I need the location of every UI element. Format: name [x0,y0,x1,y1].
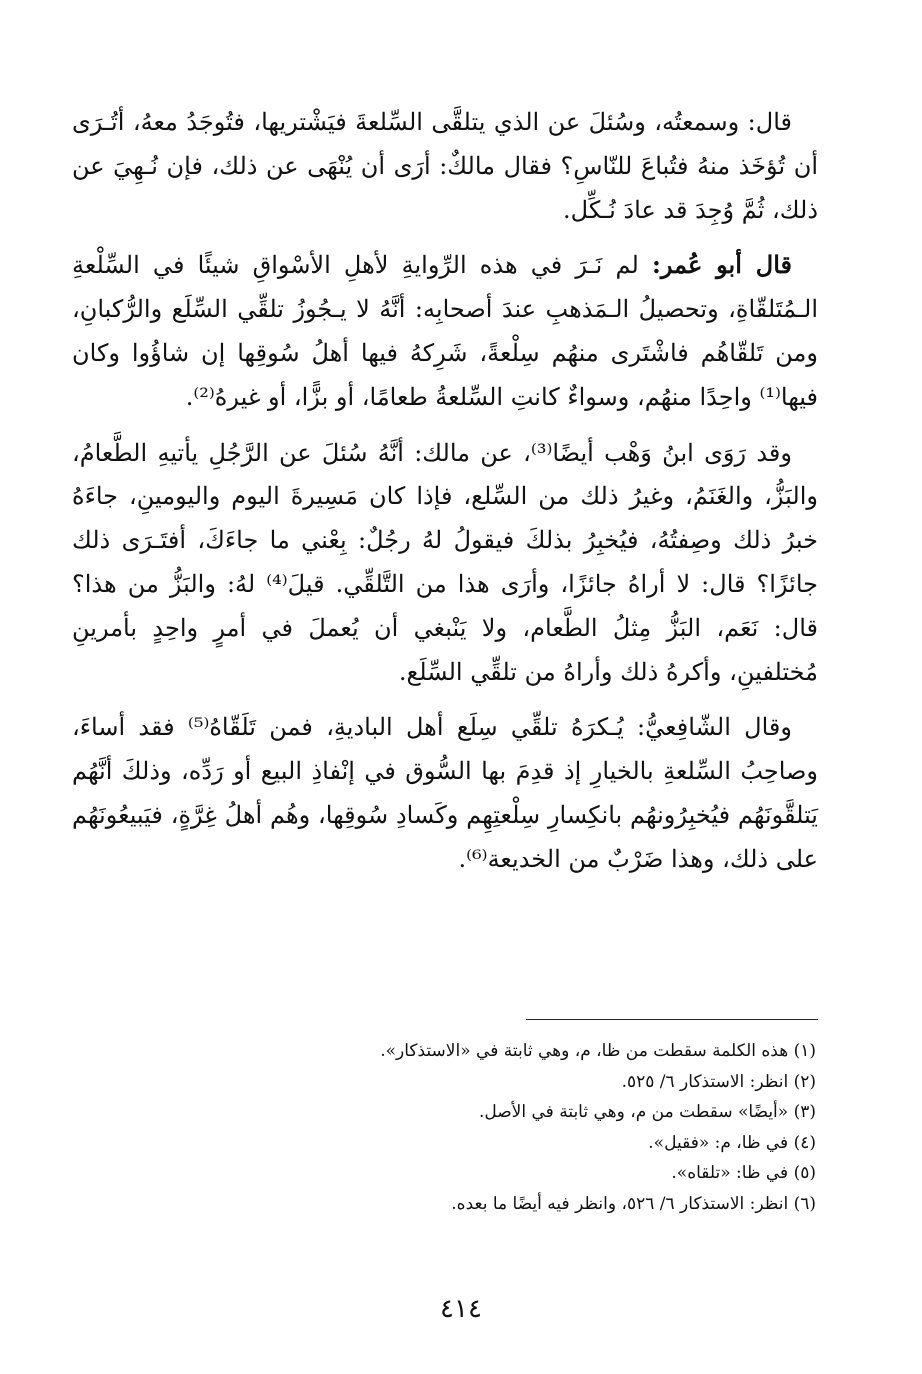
footnote-6: (٦) انظر: الاستذكار ٦/ ٥٢٦، وانظر فيه أيضًا ما بعده. [451,1193,816,1214]
paragraph-text: لم نَـرَ في هذه الرِّوايةِ لأهلِ الأسْواقِ شيئًا في السِّلْعةِ الـمُتَلقّاةِ، وتحصيلُ الـمَذهبِ عندَ أصحابِه: أنَّهُ لا يـجُوزُ تلقِّي السِّلَع والرُّكبانِ، ومن تَلقّاهُم فاشْتَرى منهُم سِلْعةً، شَرِكهُ فيها أهلُ سُوقِها إن شاؤُوا وكان فيها⁽¹⁾ واحِدًا منهُم، وسواءٌ كانتِ السِّلعةُ طعامًا، أو بزًّا، أو غيرهُ⁽²⁾. [72,251,818,411]
paragraph-4 [72,705,818,881]
main-text [72,100,818,893]
footnote-4: (٤) في ظا، م: «فقيل». [648,1132,816,1153]
footnotes [80,1036,818,1220]
footnote-2: (٢) انظر: الاستذكار ٦/ ٥٢٥. [621,1071,816,1092]
footnote-1: (١) هذه الكلمة سقطت من ظا، م، وهي ثابتة في «الاستذكار». [380,1041,816,1061]
paragraph-text: قال: وسمعتُه، وسُئلَ عن الذي يتلقَّى السِّلعةَ فيَشْتريها، فتُوجَدُ معهُ، أتُـرَى أن تُؤخَذ منهُ فتُباعَ للنّاسِ؟ فقال مالكٌ: أرَى أن يُنْهَى عن ذلك، فإن نُـهِيَ عن ذلك، ثُمَّ وُجِدَ قد عادَ نُـكِّل. [72,108,818,224]
paragraph-text: وقال الشّافِعيُّ: يُـكرَهُ تلقِّي سِلَع أهل الباديةِ، فمن تَلَقّاهُ⁽⁵⁾ فقد أساءَ، وصاحِبُ السِّلعةِ بالخيارِ إذ قدِمَ بها السُّوق في إنْفاذِ البيع أو رَدِّه، وذلكَ أنَّهُم يَتلقَّونَهُم فيُخبِرُونهُم بانكِسارِ سِلْعتِهِم وكَسادِ سُوقِها، وهُم أهلُ غِرَّةٍ، فيَبيعُونَهُم على ذلك، وهذا ضَرْبٌ من الخديعة⁽⁶⁾. [72,713,818,873]
page-number: ٤١٤ [440,1294,482,1324]
paragraph-text: وقد رَوَى ابنُ وَهْب أيضًا⁽³⁾، عن مالك: أنَّهُ سُئلَ عن الرَّجُلِ يأتيهِ الطَّعامُ، والبَزُّ، والغَنَمُ، وغيرُ ذلك من السِّلع، فإذا كان مَسِيرةَ اليوم واليومينِ، جاءَهُ خبرُ ذلك وصِفتُهُ، فيُخبِرُ بذلكَ فيقولُ لهُ رجُلٌ: بِعْني ما جاءَكَ، أفتَـرَى ذلك جائزًا؟ قال: لا أراهُ جائزًا، وأرَى هذا من التَّلقِّي. قيلَ⁽⁴⁾ لهُ: والبَزُّ من هذا؟ قال: نَعَم، البَزُّ مِثلُ الطَّعام، ولا يَنْبغي أن يُعملَ في أمرٍ واحِدٍ بأمرينِ مُختلفينِ، وأكرهُ ذلك وأراهُ من تلقِّي السِّلَع. [72,438,818,686]
paragraph-author: قال أبو عُمر: [651,250,792,280]
footnote-5: (٥) في ظا: «تلقاه». [671,1163,816,1184]
paragraph-3 [72,431,818,695]
paragraph-1 [72,100,818,232]
footnote-3: (٣) «أيضًا» سقطت من م، وهي ثابتة في الأصل. [478,1102,816,1123]
footnote-divider [526,1019,818,1020]
paragraph-2 [72,243,818,419]
